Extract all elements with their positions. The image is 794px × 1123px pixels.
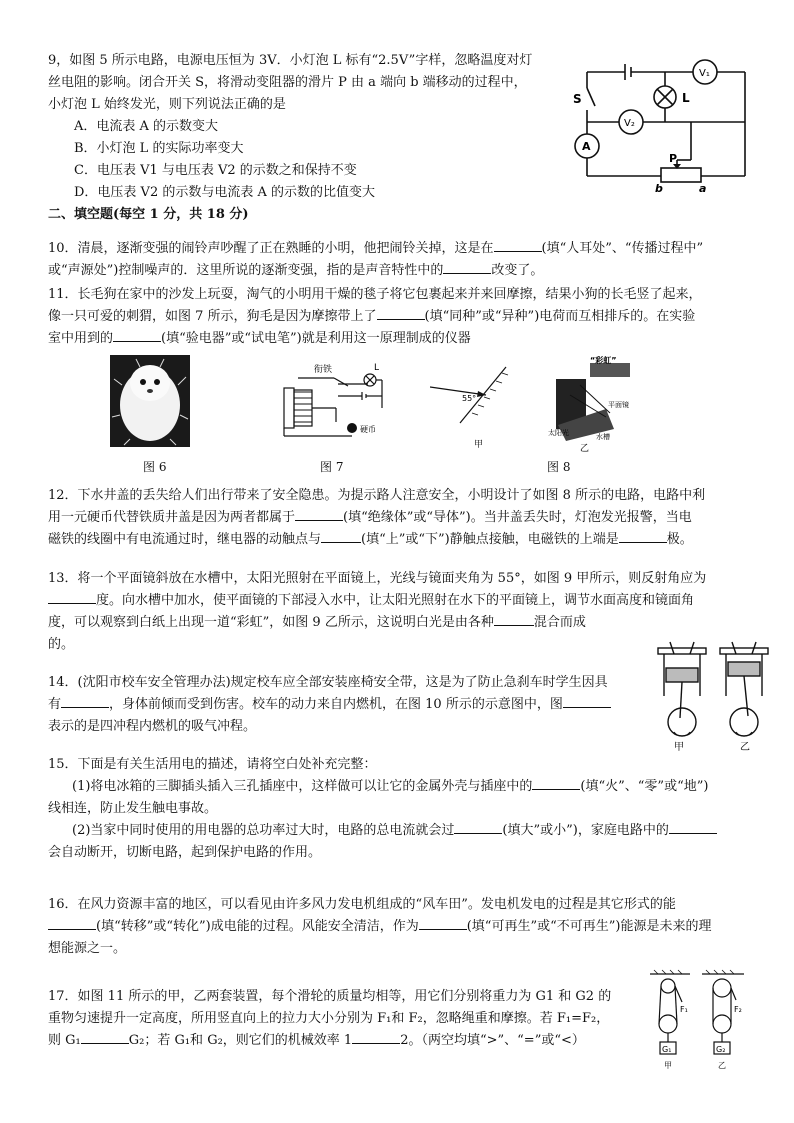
figure-7-caption: 图 7 bbox=[320, 460, 344, 474]
armature-label: 衔铁 bbox=[314, 365, 333, 375]
q11-text: (填“验电器”或“试电笔”)就是利用这一原理制成的仪器 bbox=[161, 331, 471, 346]
q15-text: 会自动断开，切断电路，起到保护电路的作用。 bbox=[48, 845, 322, 860]
answer-blank[interactable] bbox=[377, 306, 425, 320]
q17-text: 2。（两空均填“>”、“=”或“<） bbox=[400, 1033, 585, 1048]
sunlight-label: 太阳光 bbox=[548, 429, 569, 437]
section-title: 二、填空题(每空 1 分，共 18 分) bbox=[48, 207, 249, 222]
q12-text: 磁铁的线圈中有电流通过时，继电器的动触点与 bbox=[48, 532, 322, 547]
mirror-label: 平面镜 bbox=[608, 401, 629, 409]
answer-blank[interactable] bbox=[48, 590, 96, 604]
answer-blank[interactable] bbox=[419, 916, 467, 930]
q15-text: 15．下面是有关生活用电的描述，请将空白处补充完整： bbox=[48, 757, 377, 772]
q17-text: 则 G₁ bbox=[48, 1033, 81, 1048]
relay-circuit-fig7 bbox=[278, 360, 388, 442]
q12-text: 12．下水井盖的丢失给人们出行带来了安全隐患。为提示路人注意安全，小明设计了如图 8 所示的电路，电路中利 bbox=[48, 488, 706, 503]
end-a-label: a bbox=[699, 182, 707, 194]
question-11 bbox=[48, 284, 748, 350]
end-b-label: b bbox=[655, 182, 663, 194]
answer-blank[interactable] bbox=[61, 694, 109, 708]
q13-text: 度，可以观察到白纸上出现一道“彩虹”，如图 9 乙所示，这说明白光是由各种 bbox=[48, 615, 494, 630]
pulley-yi-label: 乙 bbox=[718, 1061, 726, 1070]
answer-blank[interactable] bbox=[619, 529, 667, 543]
answer-blank[interactable] bbox=[113, 328, 161, 342]
lamp-l-label: L bbox=[374, 363, 380, 373]
circuit-diagram-fig5 bbox=[565, 58, 755, 194]
rainbow-label: “彩虹” bbox=[590, 356, 617, 365]
q9-option-c: C．电压表 V1 与电压表 V2 的示数之和保持不变 bbox=[74, 163, 357, 178]
q17-text: 重物匀速提升一定高度，所用竖直向上的拉力大小分别为 F₁和 F₂，忽略绳重和摩擦。若 F₁=F₂， bbox=[48, 1011, 610, 1026]
q14-text: 有 bbox=[48, 697, 62, 712]
engine-yi-label: 乙 bbox=[740, 742, 750, 753]
q12-text: 极。 bbox=[666, 532, 693, 547]
weight-g1-label: G₁ bbox=[662, 1045, 672, 1054]
q15-text: (填大”或小”)，家庭电路中的 bbox=[502, 823, 669, 838]
q9-line: 小灯泡 L 始终发光，则下列说法正确的是 bbox=[48, 97, 286, 112]
q15-text: (填“火”、“零”或“地”) bbox=[580, 779, 709, 794]
force-f2-label: F₂ bbox=[734, 1005, 742, 1014]
question-14 bbox=[48, 672, 648, 738]
q10-text: 或“声源处”)控制噪声的．这里所说的逐渐变强，指的是声音特性中的 bbox=[48, 263, 444, 278]
tank-label: 水槽 bbox=[596, 433, 610, 441]
q13-text: 度。向水槽中加水，使平面镜的下部浸入水中，让太阳光照射在水下的平面镜上，调节水面高度和镜面角 bbox=[96, 593, 695, 608]
q11-text: (填“同种”或“异种”)电荷而互相排斥的。在实验 bbox=[424, 309, 696, 324]
slider-label: P bbox=[669, 152, 678, 165]
q16-text: 想能源之一。 bbox=[48, 941, 127, 956]
q13-text: 混合而成 bbox=[533, 615, 586, 630]
answer-blank[interactable] bbox=[494, 238, 542, 252]
answer-blank[interactable] bbox=[352, 1030, 400, 1044]
q16-text: 16．在风力资源丰富的地区，可以看见由许多风力发电机组成的“风车田”。发电机发电的过程是其它形式的能 bbox=[48, 897, 676, 912]
pulley-diagram-fig11 bbox=[646, 968, 748, 1074]
weight-g2-label: G₂ bbox=[716, 1045, 726, 1054]
engine-jia-label: 甲 bbox=[674, 742, 684, 753]
answer-blank[interactable] bbox=[532, 776, 580, 790]
q16-text: (填“转移”或“转化”)成电能的过程。风能安全清洁，作为 bbox=[96, 919, 419, 934]
question-17 bbox=[48, 986, 648, 1052]
question-13 bbox=[48, 568, 748, 656]
engine-diagram-fig10 bbox=[654, 640, 780, 754]
force-f1-label: F₁ bbox=[680, 1005, 688, 1014]
q12-text: (填“上”或“下”)静触点接触，电磁铁的上端是 bbox=[361, 532, 619, 547]
answer-blank[interactable] bbox=[454, 820, 502, 834]
answer-blank[interactable] bbox=[321, 529, 361, 543]
lamp-label: L bbox=[682, 91, 690, 105]
q17-text: 17．如图 11 所示的甲，乙两套装置，每个滑轮的质量均相等，用它们分别将重力为 G1 和 G2 的 bbox=[48, 989, 612, 1004]
q9-line: 9，如图 5 所示电路，电源电压恒为 3V．小灯泡 L 标有“2.5V”字样，忽略温度对灯 bbox=[48, 53, 533, 68]
q15-text: (1)将电冰箱的三脚插头插入三孔插座中，这样做可以让它的金属外壳与插座中的 bbox=[72, 779, 533, 794]
answer-blank[interactable] bbox=[494, 612, 534, 626]
pulley-jia-label: 甲 bbox=[664, 1061, 672, 1070]
answer-blank[interactable] bbox=[443, 260, 491, 274]
q12-text: 用一元硬币代替铁质井盖是因为两者都属于 bbox=[48, 510, 296, 525]
q11-text: 室中用到的 bbox=[48, 331, 114, 346]
question-12 bbox=[48, 485, 748, 551]
q12-text: (填“绝缘体”或“导体”)。当井盖丢失时，灯泡发光报警，当电 bbox=[343, 510, 692, 525]
coin-label: 硬币 bbox=[360, 425, 376, 434]
v1-label: V₁ bbox=[699, 68, 710, 79]
angle-label: 55° bbox=[462, 394, 477, 403]
q13-text: 的。 bbox=[48, 637, 75, 652]
q11-text: 像一只可爱的刺猬，如图 7 所示，狗毛是因为摩擦带上了 bbox=[48, 309, 377, 324]
q11-text: 11．长毛狗在家中的沙发上玩耍，淘气的小明用干燥的毯子将它包裹起来并来回摩擦，结果小狗的长毛竖了起来， bbox=[48, 287, 702, 302]
dog-photo-fig6 bbox=[110, 355, 190, 447]
fig8-jia-label: 甲 bbox=[474, 440, 484, 450]
q14-text: ，身体前倾而受到伤害。校车的动力来自内燃机，在图 10 所示的示意图中，图 bbox=[109, 697, 563, 712]
q9-option-b: B．小灯泡 L 的实际功率变大 bbox=[74, 141, 244, 156]
answer-blank[interactable] bbox=[563, 694, 611, 708]
figure-6-caption: 图 6 bbox=[143, 460, 167, 474]
q9-option-a: A．电流表 A 的示数变大 bbox=[74, 119, 219, 134]
q9-line: 丝电阻的影响。闭合开关 S，将滑动变阻器的滑片 P 由 a 端向 b 端移动的过程中， bbox=[48, 75, 527, 90]
answer-blank[interactable] bbox=[81, 1030, 129, 1044]
answer-blank[interactable] bbox=[669, 820, 717, 834]
q15-text: (2)当家中同时使用的用电器的总功率过大时，电路的总电流就会过 bbox=[72, 823, 455, 838]
q14-text: 14．(沈阳市校车安全管理办法)规定校车应全部安装座椅安全带，这是为了防止急刹车时学生因具 bbox=[48, 675, 608, 690]
q10-text: 改变了。 bbox=[491, 263, 544, 278]
switch-label: S bbox=[573, 92, 582, 106]
q16-text: (填“可再生”或“不可再生”)能源是未来的理 bbox=[466, 919, 712, 934]
q13-text: 13．将一个平面镜斜放在水槽中，太阳光照射在平面镜上，光线与镜面夹角为 55°，如图 9 甲所示，则反射角应为 bbox=[48, 571, 707, 586]
answer-blank[interactable] bbox=[295, 507, 343, 521]
question-16 bbox=[48, 894, 748, 960]
q10-text: 10．清晨，逐渐变强的闹铃声吵醒了正在熟睡的小明，他把闹铃关掉，这是在 bbox=[48, 241, 494, 256]
figure-8-caption: 图 8 bbox=[547, 460, 571, 474]
question-10 bbox=[48, 238, 748, 282]
v2-label: V₂ bbox=[624, 118, 635, 129]
answer-blank[interactable] bbox=[48, 916, 96, 930]
q17-text: G₂；若 G₁和 G₂，则它们的机械效率 1 bbox=[128, 1033, 353, 1048]
fig8-yi-label: 乙 bbox=[580, 444, 590, 454]
question-15 bbox=[48, 754, 748, 864]
ammeter-label: A bbox=[582, 140, 591, 153]
mirror-experiment-fig8 bbox=[430, 355, 640, 455]
q15-text: 线相连，防止发生触电事故。 bbox=[48, 801, 218, 816]
q14-text: 表示的是四冲程内燃机的吸气冲程。 bbox=[48, 719, 257, 734]
q10-text: (填“人耳处”、“传播过程中” bbox=[541, 241, 704, 256]
q9-option-d: D．电压表 V2 的示数与电流表 A 的示数的比值变大 bbox=[74, 185, 375, 200]
